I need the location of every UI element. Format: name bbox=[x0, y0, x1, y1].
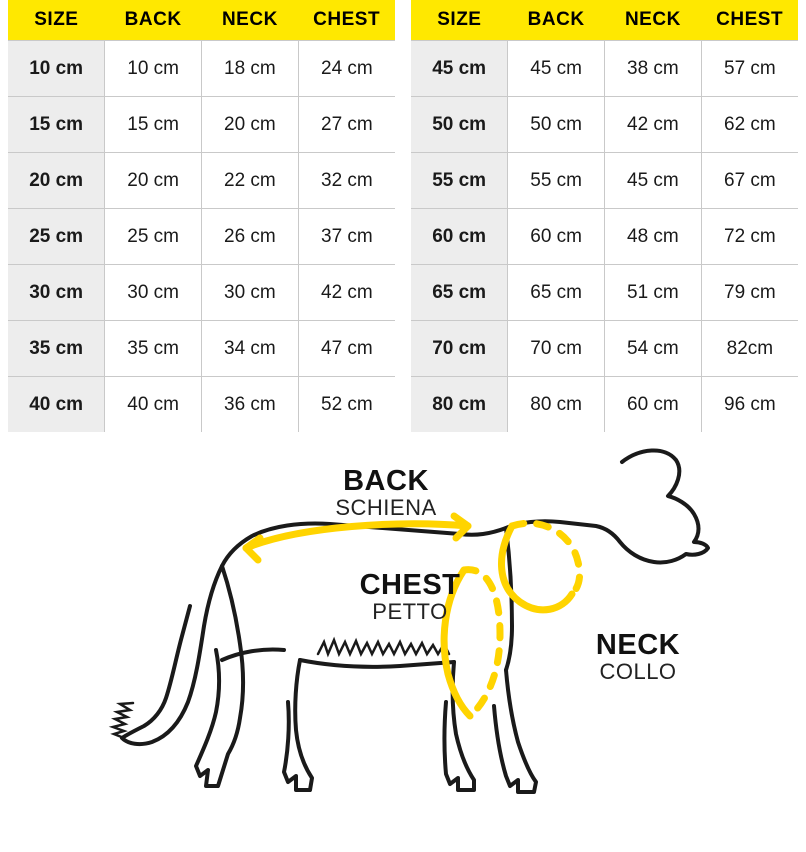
cell-neck: 36 cm bbox=[202, 377, 299, 433]
cell-size: 55 cm bbox=[411, 153, 508, 209]
size-table-large-wrap bbox=[403, 0, 806, 430]
cell-chest: 79 cm bbox=[701, 265, 798, 321]
cell-neck: 20 cm bbox=[202, 97, 299, 153]
header-chest: CHEST bbox=[701, 0, 798, 41]
cell-back: 15 cm bbox=[105, 97, 202, 153]
label-back-subtitle: SCHIENA bbox=[335, 495, 437, 521]
cell-neck: 60 cm bbox=[605, 377, 702, 433]
dog-illustration bbox=[0, 430, 806, 852]
cell-size: 65 cm bbox=[411, 265, 508, 321]
table-row bbox=[8, 97, 395, 153]
table-row bbox=[8, 41, 395, 97]
cell-back: 60 cm bbox=[508, 209, 605, 265]
cell-neck: 54 cm bbox=[605, 321, 702, 377]
header-back: BACK bbox=[508, 0, 605, 41]
size-table-large bbox=[411, 0, 798, 432]
measure-line-neck-dashed bbox=[512, 523, 580, 594]
cell-neck: 42 cm bbox=[605, 97, 702, 153]
cell-chest: 27 cm bbox=[298, 97, 395, 153]
cell-chest: 32 cm bbox=[298, 153, 395, 209]
header-chest: CHEST bbox=[298, 0, 395, 41]
cell-chest: 62 cm bbox=[701, 97, 798, 153]
cell-size: 40 cm bbox=[8, 377, 105, 433]
table-row bbox=[8, 377, 395, 433]
cell-back: 50 cm bbox=[508, 97, 605, 153]
cell-size: 70 cm bbox=[411, 321, 508, 377]
header-neck: NECK bbox=[202, 0, 299, 41]
cell-chest: 52 cm bbox=[298, 377, 395, 433]
measure-line-chest bbox=[444, 570, 470, 716]
cell-neck: 18 cm bbox=[202, 41, 299, 97]
cell-size: 20 cm bbox=[8, 153, 105, 209]
cell-size: 60 cm bbox=[411, 209, 508, 265]
cell-chest: 67 cm bbox=[701, 153, 798, 209]
cell-size: 25 cm bbox=[8, 209, 105, 265]
header-size: SIZE bbox=[411, 0, 508, 41]
cell-neck: 38 cm bbox=[605, 41, 702, 97]
cell-back: 70 cm bbox=[508, 321, 605, 377]
cell-chest: 72 cm bbox=[701, 209, 798, 265]
dog-fur-texture bbox=[113, 640, 449, 738]
table-header-row bbox=[8, 0, 395, 41]
cell-back: 35 cm bbox=[105, 321, 202, 377]
table-row bbox=[8, 265, 395, 321]
cell-chest: 96 cm bbox=[701, 377, 798, 433]
cell-back: 20 cm bbox=[105, 153, 202, 209]
cell-neck: 48 cm bbox=[605, 209, 702, 265]
cell-size: 10 cm bbox=[8, 41, 105, 97]
dog-outline-icon bbox=[122, 450, 708, 792]
table-row bbox=[8, 153, 395, 209]
cell-chest: 42 cm bbox=[298, 265, 395, 321]
header-back: BACK bbox=[105, 0, 202, 41]
table-header-row bbox=[411, 0, 798, 41]
cell-back: 55 cm bbox=[508, 153, 605, 209]
table-row bbox=[411, 209, 798, 265]
cell-size: 80 cm bbox=[411, 377, 508, 433]
label-back-title: BACK bbox=[343, 465, 429, 497]
cell-chest: 47 cm bbox=[298, 321, 395, 377]
cell-neck: 30 cm bbox=[202, 265, 299, 321]
cell-back: 45 cm bbox=[508, 41, 605, 97]
table-row bbox=[411, 377, 798, 433]
cell-size: 45 cm bbox=[411, 41, 508, 97]
cell-size: 15 cm bbox=[8, 97, 105, 153]
label-neck-title: NECK bbox=[595, 629, 681, 661]
table-row bbox=[8, 321, 395, 377]
table-row bbox=[411, 97, 798, 153]
measure-line-back bbox=[246, 516, 468, 560]
cell-back: 25 cm bbox=[105, 209, 202, 265]
cell-size: 30 cm bbox=[8, 265, 105, 321]
label-chest-title: CHEST bbox=[359, 569, 461, 601]
cell-neck: 51 cm bbox=[605, 265, 702, 321]
label-neck-subtitle: COLLO bbox=[599, 659, 677, 685]
cell-neck: 34 cm bbox=[202, 321, 299, 377]
cell-neck: 26 cm bbox=[202, 209, 299, 265]
cell-size: 50 cm bbox=[411, 97, 508, 153]
cell-back: 40 cm bbox=[105, 377, 202, 433]
label-chest-subtitle: PETTO bbox=[372, 599, 448, 625]
table-row bbox=[8, 209, 395, 265]
cell-chest: 57 cm bbox=[701, 41, 798, 97]
cell-neck: 45 cm bbox=[605, 153, 702, 209]
cell-neck: 22 cm bbox=[202, 153, 299, 209]
cell-chest: 24 cm bbox=[298, 41, 395, 97]
table-row bbox=[411, 41, 798, 97]
cell-back: 65 cm bbox=[508, 265, 605, 321]
size-table-small-wrap bbox=[0, 0, 403, 430]
header-neck: NECK bbox=[605, 0, 702, 41]
cell-size: 35 cm bbox=[8, 321, 105, 377]
cell-back: 30 cm bbox=[105, 265, 202, 321]
size-table-small bbox=[8, 0, 395, 432]
table-row bbox=[411, 321, 798, 377]
table-row bbox=[411, 265, 798, 321]
dog-measurement-diagram bbox=[0, 430, 806, 852]
cell-back: 10 cm bbox=[105, 41, 202, 97]
table-row bbox=[411, 153, 798, 209]
cell-chest: 82cm bbox=[701, 321, 798, 377]
header-size: SIZE bbox=[8, 0, 105, 41]
measure-line-chest-dashed bbox=[464, 570, 500, 716]
cell-back: 80 cm bbox=[508, 377, 605, 433]
cell-chest: 37 cm bbox=[298, 209, 395, 265]
